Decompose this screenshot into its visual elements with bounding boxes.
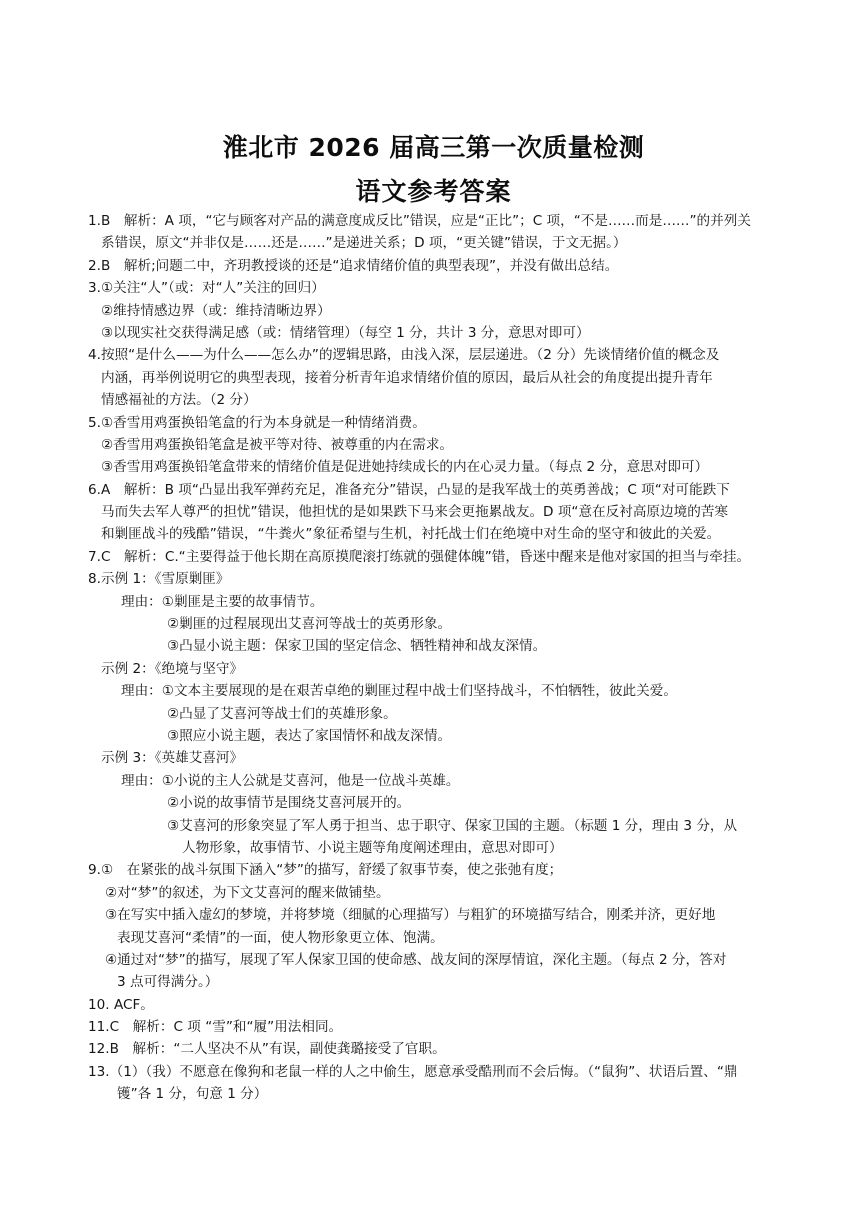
answer-line: 和剿匪战斗的残酷”错误，“牛粪火”象征希望与生机，衬托战士们在绝境中对生命的坚守和彼此的关爱。 (101, 526, 721, 543)
answer-line: 10. ACF。 (88, 996, 154, 1013)
answer-line: ②香雪用鸡蛋换铅笔盒是被平等对待、被尊重的内在需求。 (101, 436, 454, 453)
answer-line: 12.B 解析：“二人坚决不从”有误，副使龚璐接受了官职。 (88, 1041, 446, 1058)
answer-line: 11.C 解析：C 项 “雪”和“履”用法相同。 (88, 1019, 343, 1036)
answer-line: 6.A 解析：B 项“凸显出我军弹药充足，准备充分”错误，凸显的是我军战士的英勇善战；C 项“对可能跌下 (88, 481, 730, 498)
answer-body (88, 210, 788, 1106)
answer-line: 内涵，再举例说明它的典型表现，接着分析青年追求情绪价值的原因，最后从社会的角度提出提升青年 (101, 369, 713, 386)
answer-line: 9.① 在紧张的战斗氛围下涵入“梦”的描写，舒缓了叙事节奏，使之张弛有度； (88, 862, 563, 879)
page-subtitle: 语文参考答案 (355, 177, 512, 206)
answer-line: ②对“梦”的叙述，为下文艾喜河的醒来做铺垫。 (105, 884, 390, 901)
answer-line: 3.①关注“人”（或：对“人”关注的回归） (88, 280, 325, 297)
answer-line: 马而失去军人尊严的担忧”错误，他担忧的是如果跌下马来会更拖累战友。D 项“意在反衬高原边境的苦寒 (101, 504, 728, 521)
answer-line: ②凸显了艾喜河等战士们的英雄形象。 (167, 705, 397, 722)
answer-line: 示例 2：《绝境与坚守》 (101, 660, 244, 677)
answer-line: 3 点可得满分。） (117, 974, 219, 991)
answer-line: ③艾喜河的形象突显了军人勇于担当、忠于职守、保家卫国的主题。（标题 1 分，理由 3 分，从 (167, 817, 738, 834)
answer-line: 4.按照“是什么——为什么——怎么办”的逻辑思路，由浅入深，层层递进。（2 分）先谈情绪价值的概念及 (88, 347, 720, 364)
answer-line: 2.B 解析;问题二中，齐玥教授谈的还是“追求情绪价值的典型表现”，并没有做出总结。 (88, 257, 619, 274)
answer-line: ③在写实中插入虚幻的梦境，并将梦境（细腻的心理描写）与粗犷的环境描写结合，刚柔并济，更好地 (105, 907, 716, 924)
answer-line: ②剿匪的过程展现出艾喜河等战士的英勇形象。 (167, 616, 452, 633)
answer-line: 7.C 解析：C.“主要得益于他长期在高原摸爬滚打练就的强健体魄”错，昏迷中醒来是他对家国的担当与牵挂。 (88, 548, 751, 565)
answer-line: ④通过对“梦”的描写，展现了军人保家卫国的使命感、战友间的深厚情谊，深化主题。（每点 2 分，答对 (105, 951, 727, 968)
answer-line: ②维持情感边界（或：维持清晰边界） (101, 302, 331, 319)
answer-line: 理由：①剿匪是主要的故事情节。 (121, 593, 324, 610)
answer-line: ③照应小说主题，表达了家国情怀和战友深情。 (167, 727, 452, 744)
answer-line: 理由：①小说的主人公就是艾喜河，他是一位战斗英雄。 (121, 772, 460, 789)
answer-line: 镬”各 1 分，句意 1 分） (117, 1086, 268, 1103)
answer-line: 表现艾喜河“柔情”的一面，使人物形象更立体、饱满。 (117, 929, 444, 946)
answer-line: 理由：①文本主要展现的是在艰苦卓绝的剿匪过程中战士们坚持战斗，不怕牺牲，彼此关爱。 (121, 683, 677, 700)
answer-line: 人物形象，故事情节、小说主题等角度阐述理由，意思对即可） (182, 839, 563, 856)
page-title: 淮北市 2026 届高三第一次质量检测 (222, 133, 645, 162)
answer-line: ②小说的故事情节是围绕艾喜河展开的。 (167, 795, 411, 812)
answer-line: 1.B 解析：A 项，“它与顾客对产品的满意度成反比”错误，应是“正比”；C 项，“不是……而是……”的并列关 (88, 213, 751, 229)
answer-line: 8.示例 1：《雪原剿匪》 (88, 571, 230, 588)
answer-line: 13.（1）（我）不愿意在像狗和老鼠一样的人之中偷生，愿意承受酷刑而不会后悔。（“鼠狗”、状语后置、“鼎 (88, 1063, 738, 1080)
answer-line: ③凸显小说主题：保家卫国的坚定信念、牺牲精神和战友深情。 (167, 638, 547, 655)
answer-line: 5.①香雪用鸡蛋换铅笔盒的行为本身就是一种情绪消费。 (88, 414, 426, 431)
answer-line: 系错误，原文“并非仅是……还是……”是递进关系；D 项，“更关键”错误，于文无据。） (101, 235, 627, 252)
answer-line: 示例 3：《英雄艾喜河》 (101, 750, 244, 767)
answer-line: 情感福祉的方法。（2 分） (101, 392, 257, 409)
answer-line: ③以现实社交获得满足感（或：情绪管理）（每空 1 分，共计 3 分，意思对即可） (101, 324, 590, 341)
answer-line: ③香雪用鸡蛋换铅笔盒带来的情绪价值是促进她持续成长的内在心灵力量。（每点 2 分，意思对即可） (101, 459, 709, 476)
